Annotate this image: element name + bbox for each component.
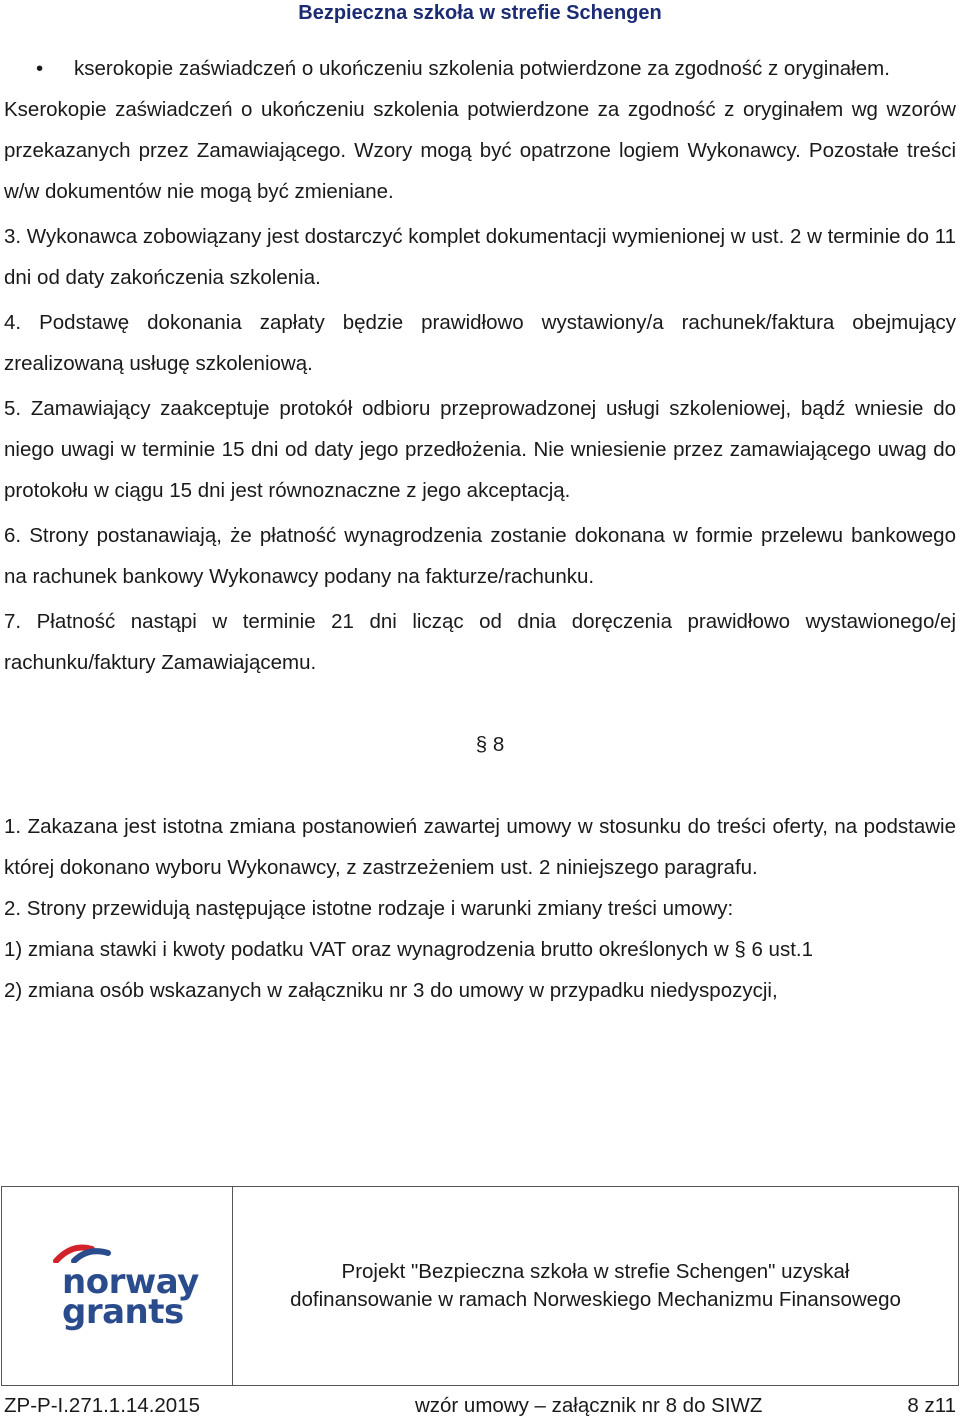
logo-swoosh-icon	[52, 1241, 112, 1263]
footer-page-number: 8 z11	[907, 1394, 956, 1417]
project-line-1: Projekt "Bezpieczna szkoła w strefie Schengen" uzyskał	[341, 1260, 850, 1283]
paragraph-6: 6. Strony postanawiają, że płatność wynagrodzenia zostanie dokonana w formie przelewu bankowego na rachunek bankowy Wykonawcy podany na fakturze/rachunku.	[4, 524, 956, 588]
project-info	[233, 1187, 958, 1385]
document-body	[4, 48, 956, 1011]
section-item-2: 2) zmiana osób wskazanych w załączniku nr 3 do umowy w przypadku niedyspozycji,	[4, 979, 778, 1002]
section-paragraph-1: 1. Zakazana jest istotna zmiana postanowień zawartej umowy w stosunku do treści oferty, na podstawie której dokonano wyboru Wykonawcy, z zastrzeżeniem ust. 2 niniejszego paragrafu.	[4, 815, 956, 879]
bullet-text: kserokopie zaświadczeń o ukończeniu szkolenia potwierdzone za zgodność z oryginałem.	[74, 57, 890, 80]
logo-word-2: grants	[62, 1292, 184, 1332]
bullet-dot-icon: •	[36, 57, 44, 80]
page-footer	[4, 1391, 956, 1421]
section-heading: § 8	[475, 733, 505, 756]
footer-reference: ZP-P-I.271.1.14.2015	[4, 1394, 201, 1417]
paragraph-kserokopie: Kserokopie zaświadczeń o ukończeniu szkolenia potwierdzone za zgodność z oryginałem wg wzorów przekazanych przez Zamawiającego. Wzory mogą być opatrzone logiem Wykonawcy. Pozostałe treści w/w dokumentów nie mogą być zmieniane.	[4, 98, 956, 203]
paragraph-4: 4. Podstawę dokonania zapłaty będzie prawidłowo wystawiony/a rachunek/faktura obejmujący zrealizowaną usługę szkoleniową.	[4, 311, 956, 375]
footer-project-box	[1, 1186, 959, 1386]
logo-word-1: norway	[62, 1262, 199, 1302]
section-paragraph-2: 2. Strony przewidują następujące istotne rodzaje i warunki zmiany treści umowy:	[4, 897, 734, 920]
project-line-2: dofinansowanie w ramach Norweskiego Mechanizmu Finansowego	[290, 1288, 901, 1311]
paragraph-5: 5. Zamawiający zaakceptuje protokół odbioru przeprowadzonej usługi szkoleniowej, bądź wniesie do niego uwagi w terminie 15 dni od daty jego przedłożenia. Nie wniesienie przez zamawiającego uwag do protokołu w ciągu 15 dni jest równoznaczne z jego akceptacją.	[4, 397, 956, 502]
norway-grants-logo-icon	[2, 1187, 233, 1385]
paragraph-7: 7. Płatność nastąpi w terminie 21 dni licząc od dnia doręczenia prawidłowo wystawionego/ej rachunku/faktury Zamawiającemu.	[4, 610, 956, 674]
section-item-1: 1) zmiana stawki i kwoty podatku VAT oraz wynagrodzenia brutto określonych w § 6 ust.1	[4, 938, 813, 961]
bullet-item	[4, 48, 956, 89]
paragraph-3: 3. Wykonawca zobowiązany jest dostarczyć komplet dokumentacji wymienionej w ust. 2 w terminie do 11 dni od daty zakończenia szkolenia.	[4, 225, 956, 289]
footer-document-title: wzór umowy – załącznik nr 8 do SIWZ	[414, 1394, 763, 1417]
page-header-title: Bezpieczna szkoła w strefie Schengen	[298, 2, 662, 24]
